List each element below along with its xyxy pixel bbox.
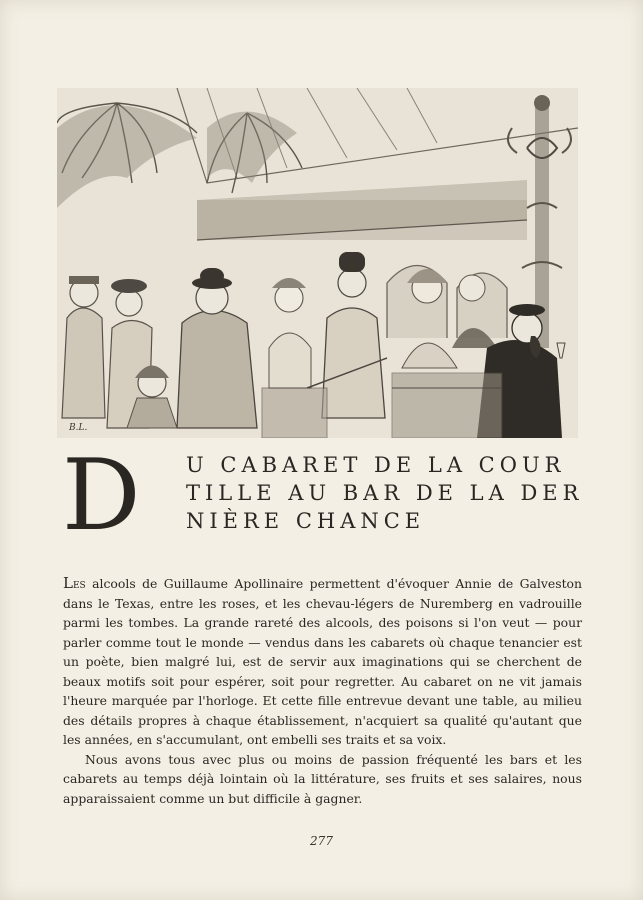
paragraph-2: Nous avons tous avec plus ou moins de passion fréquenté les bars et les cabarets au temps déjà lointain où la littérature, ses fruits et ses salaires, nous apparaissaient comme un but difficile à gagner.	[63, 751, 582, 806]
title-line-1: U CABARET DE LA COUR	[186, 453, 566, 477]
cabaret-illustration	[57, 88, 578, 438]
body-text	[63, 574, 582, 808]
title-line-2: TILLE AU BAR DE LA DER	[186, 481, 584, 505]
paragraph-1-text: alcools de Guillaume Apollinaire permettent d'évoquer Annie de Galveston dans le Texas, entre les roses, et les chevau-légers de Nuremberg en vadrouille parmi les tombes. La grande rareté des alcools, des poisons si l'on veut — pour parler comme tout le monde — vendus dans les cabarets où chaque tenancier est un poète, bien malgré lui, est de servir aux imaginations qui se cherchent de beaux motifs soit pour espérer, soit pour regretter. Au cabaret on ne vit jamais l'heure marquée par l'horloge. Et cette fille entrevue devant une table, au milieu des détails propres à chaque établissement, n'acquiert sa qualité qu'autant que les années, en s'accumulant, ont embelli ses traits et sa voix.	[63, 576, 582, 747]
paragraph-1	[63, 574, 582, 750]
illustration-signature: B.L.	[69, 423, 88, 433]
cabaret-drawing	[57, 88, 578, 438]
chapter-title	[62, 439, 584, 553]
title-line-3: NIÈRE CHANCE	[186, 509, 426, 533]
paragraph-initial-smallcaps: es	[72, 576, 86, 591]
page-number: 277	[310, 834, 333, 848]
title-drop-cap: D	[62, 439, 141, 553]
paragraph-initial: L	[63, 574, 73, 592]
